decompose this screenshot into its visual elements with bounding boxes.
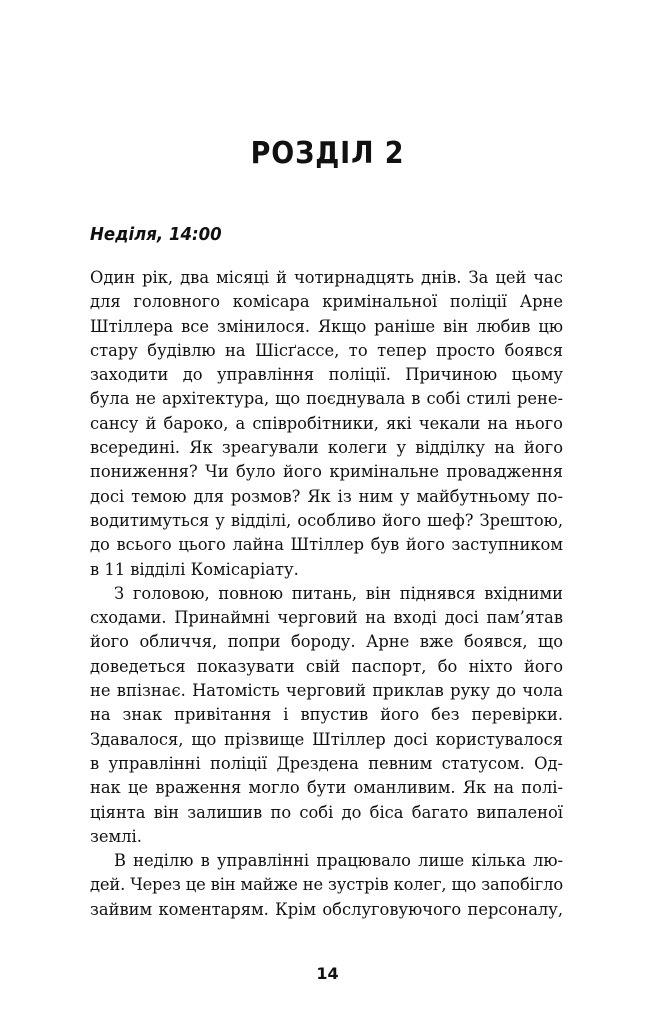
text-line: на знак привітання і впустив його без перевірки. — [90, 705, 563, 725]
text-line: в управлінні поліції Дрездена певним статусом. Од- — [90, 753, 563, 773]
text-line: пониження? Чи було його кримінальне провадження — [90, 462, 563, 482]
text-line: всередині. Як зреагували колеги у відділку на його — [90, 438, 563, 458]
text-line: сансу й бароко, а співробітники, які чекали на нього — [90, 413, 563, 433]
text-line: Штіллера все змінилося. Якщо раніше він любив цю — [90, 316, 563, 336]
text-line: дей. Через це він майже не зустрів колег, що запобігло — [90, 875, 563, 895]
text-line: зайвим коментарям. Крім обслуговуючого персоналу, — [90, 899, 563, 919]
text-line: водитимуться у відділі, особливо його шеф? Зрештою, — [90, 510, 563, 530]
text-line: досі темою для розмов? Як із ним у майбутньому по- — [90, 486, 563, 506]
text-line: до всього цього лайна Штіллер був його заступником — [90, 535, 563, 555]
text-line: доведеться показувати свій паспорт, бо ніхто його — [90, 656, 563, 676]
section-heading: Неділя, 14:00 — [90, 224, 222, 245]
text-line: Один рік, два місяці й чотирнадцять днів. За цей час — [90, 268, 563, 287]
text-line: нак це враження могло бути оманливим. Як на полі- — [90, 778, 563, 798]
text-line: його обличчя, попри бороду. Арне вже боявся, що — [90, 632, 563, 652]
chapter-title: РОЗДІЛ 2 — [250, 136, 405, 171]
text-line: не впізнає. Натомість черговий приклав руку до чола — [90, 681, 563, 701]
text-line: заходити до управління поліції. Причиною цьому — [90, 365, 563, 385]
text-line: Здавалося, що прізвище Штіллер досі користувалося — [90, 729, 563, 749]
text-line: З головою, повною питань, він піднявся вхідними — [114, 583, 563, 603]
text-line: землі. — [90, 826, 142, 846]
body-text — [90, 266, 563, 922]
text-line: сходами. Принаймні черговий на вході досі пам’ятав — [90, 608, 563, 628]
text-line: для головного комісара кримінальної поліції Арне — [90, 292, 563, 312]
text-line: стару будівлю на Шісґассе, то тепер просто боявся — [90, 340, 563, 360]
text-line: ціянта він залишив по собі до біса багато випаленої — [90, 802, 563, 822]
text-line: в 11 відділі Комісаріату. — [90, 559, 299, 579]
page-number: 14 — [316, 964, 339, 983]
text-line: була не архітектура, що поєднувала в собі стилі ренe- — [90, 389, 563, 409]
text-line: В неділю в управлінні працювало лише кілька лю- — [114, 851, 563, 871]
